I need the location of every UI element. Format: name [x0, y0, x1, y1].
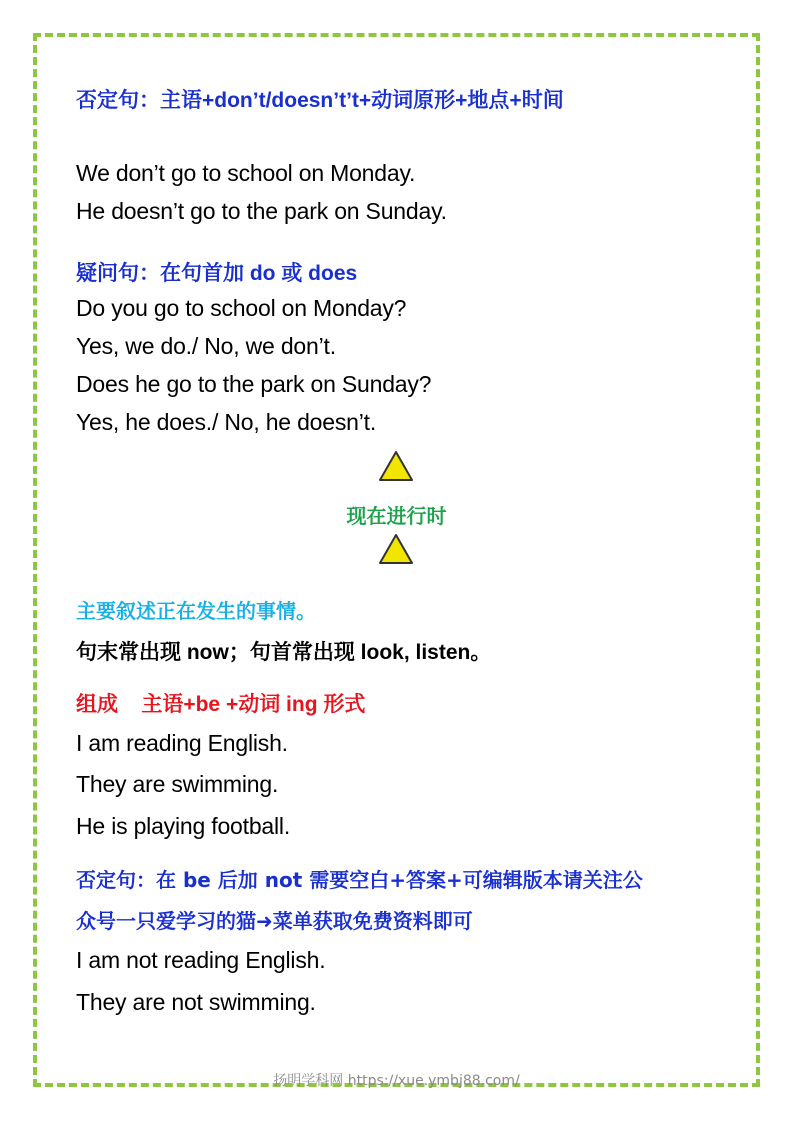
- example-sentence: They are swimming.: [76, 771, 279, 797]
- negative-example: He doesn’t go to the park on Sunday.: [76, 198, 447, 224]
- example-sentence: He is playing football.: [76, 813, 291, 839]
- negative-rule-line: 众号一只爱学习的猫➜菜单获取免费资料即可: [76, 909, 473, 933]
- footer-watermark: 扬明学科网 https://xue.ymbj88.com/: [273, 1073, 520, 1089]
- signal-words-text: 句末常出现 now；句首常出现 look, listen。: [76, 641, 492, 664]
- answer-example: Yes, he does./ No, he doesn’t.: [76, 409, 377, 435]
- negative-example: They are not swimming.: [76, 989, 316, 1015]
- negative-example: I am not reading English.: [76, 947, 326, 973]
- negative-example: We don’t go to school on Monday.: [76, 160, 416, 186]
- description-heading: 主要叙述正在发生的事情。: [76, 601, 316, 623]
- structure-heading: 组成 主语+be +动词 ing 形式: [76, 693, 366, 716]
- negative-rule-heading: 否定句：主语+don’t/doesn’t’t+动词原形+地点+时间: [76, 89, 564, 112]
- section-title: 现在进行时: [346, 504, 447, 528]
- question-rule-heading: 疑问句：在句首加 do 或 does: [76, 262, 358, 285]
- triangle-icon: [378, 450, 414, 484]
- triangle-icon: [378, 533, 414, 567]
- answer-example: Yes, we do./ No, we don’t.: [76, 333, 336, 359]
- example-sentence: I am reading English.: [76, 730, 288, 756]
- question-example: Does he go to the park on Sunday?: [76, 371, 432, 397]
- question-example: Do you go to school on Monday?: [76, 295, 407, 321]
- negative-rule-line: 否定句：在 be 后加 not 需要空白+答案+可编辑版本请关注公: [76, 868, 643, 892]
